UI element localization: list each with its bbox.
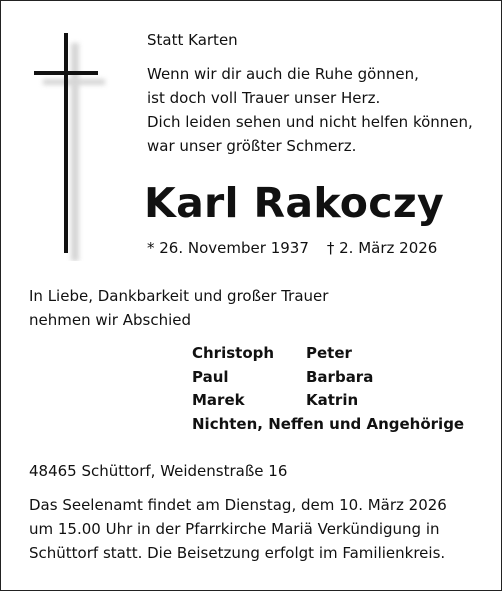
- birth-date: * 26. November 1937: [147, 239, 309, 257]
- death-date: † 2. März 2026: [326, 239, 438, 257]
- mourners-list: [192, 342, 464, 436]
- latin-cross-icon: [31, 31, 111, 261]
- funeral-line: um 15.00 Uhr in der Pfarrkirche Mariä Verkündigung in: [29, 520, 440, 538]
- mourner-name: Barbara: [306, 367, 374, 386]
- mourner-relatives: Nichten, Neffen und Angehörige: [192, 414, 465, 433]
- mourner-row: [192, 342, 464, 366]
- funeral-line: Das Seelenamt findet am Dienstag, dem 10. März 2026: [29, 496, 447, 514]
- intro-line: nehmen wir Abschied: [29, 311, 191, 329]
- funeral-details: [29, 493, 447, 565]
- mourner-name: Christoph: [192, 344, 275, 362]
- funeral-line: Schüttorf statt. Die Beisetzung erfolgt im Familienkreis.: [29, 544, 446, 562]
- poem: [147, 62, 473, 158]
- mourner-name: Marek: [192, 391, 245, 409]
- poem-line: ist doch voll Trauer unser Herz.: [147, 89, 381, 107]
- deceased-name: Karl Rakoczy: [144, 179, 445, 227]
- mourner-row: [192, 366, 464, 390]
- address: 48465 Schüttorf, Weidenstraße 16: [29, 462, 288, 480]
- poem-line: Dich leiden sehen und nicht helfen können,: [147, 113, 473, 131]
- poem-line: Wenn wir dir auch die Ruhe gönnen,: [147, 65, 419, 83]
- intro-line: In Liebe, Dankbarkeit und großer Trauer: [29, 287, 329, 305]
- life-dates: [147, 236, 437, 260]
- poem-line: war unser größter Schmerz.: [147, 137, 357, 155]
- mourner-name: Peter: [306, 344, 352, 362]
- farewell-intro: [29, 284, 328, 332]
- mourner-row: [192, 389, 464, 413]
- mourner-name: Paul: [192, 367, 229, 386]
- mourner-name: Katrin: [306, 391, 359, 409]
- header-statt-karten: Statt Karten: [147, 31, 238, 49]
